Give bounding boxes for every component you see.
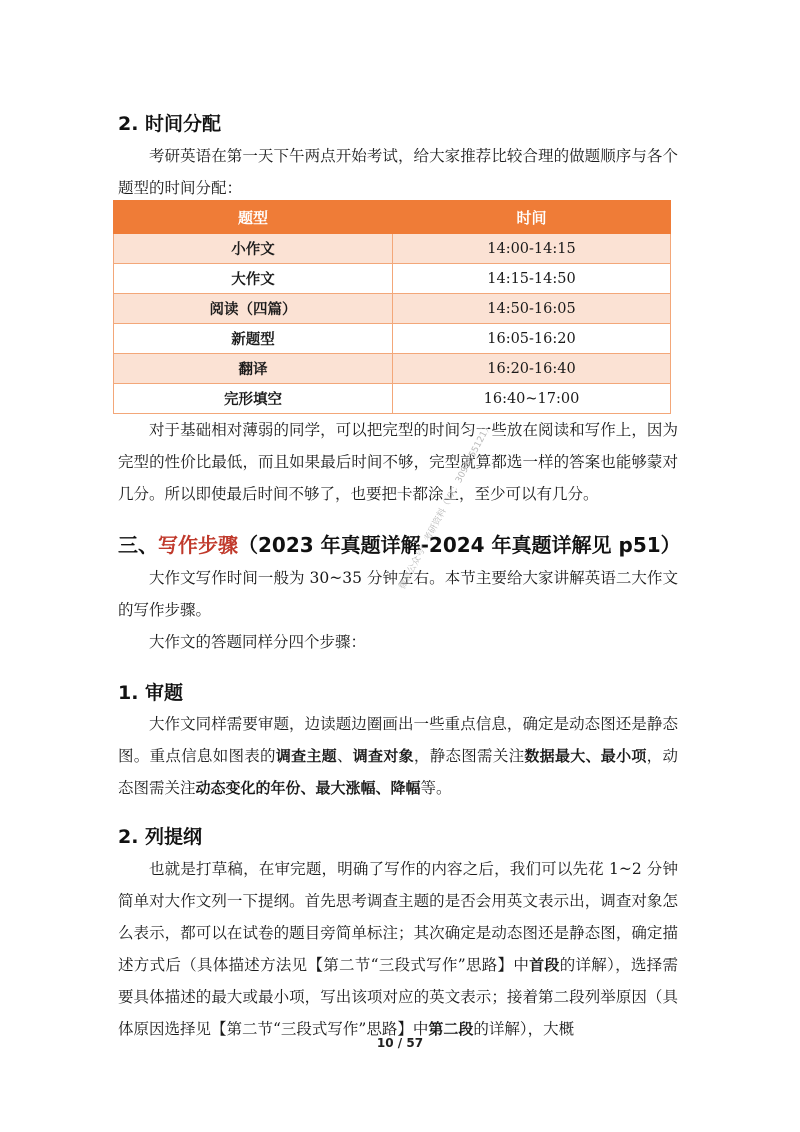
bold-survey-object: 调查对象 bbox=[352, 747, 414, 765]
cell-type: 小作文 bbox=[114, 234, 393, 264]
writing-steps-text: 大作文的答题同样分四个步骤： bbox=[149, 633, 367, 651]
page-number: 10 / 57 bbox=[376, 1036, 424, 1050]
bold-dynamic-change: 动态变化的年份、最大涨幅、降幅 bbox=[195, 779, 421, 797]
writing-intro-text: 大作文写作时间一般为 30~35 分钟左右。本节主要给大家讲解英语二大作文的写作步骤。 bbox=[118, 569, 678, 619]
table-row bbox=[114, 294, 671, 324]
cell-type: 新题型 bbox=[114, 324, 393, 354]
table-header-row bbox=[114, 201, 671, 234]
cell-time: 16:40~17:00 bbox=[393, 384, 671, 414]
heading-red-title: 写作步骤 bbox=[158, 533, 238, 557]
cell-time: 14:50-16:05 bbox=[393, 294, 671, 324]
cell-time: 16:20-16:40 bbox=[393, 354, 671, 384]
header-time: 时间 bbox=[393, 201, 671, 234]
watermark: 微信公众号：考研资料（VX：3098655121） bbox=[397, 421, 495, 592]
bold-max-min: 数据最大、最小项 bbox=[524, 747, 647, 765]
table-row bbox=[114, 354, 671, 384]
heading-rest: （2023 年真题详解-2024 年真题详解见 p51） bbox=[238, 533, 681, 557]
step2-paragraph bbox=[118, 853, 678, 1045]
bold-first-paragraph: 首段 bbox=[529, 956, 560, 974]
table-row bbox=[114, 324, 671, 354]
cell-time: 16:05-16:20 bbox=[393, 324, 671, 354]
cell-type: 翻译 bbox=[114, 354, 393, 384]
heading-step2: 2. 列提纲 bbox=[118, 826, 203, 848]
step1-text: 大作文同样需要审题，边读题边圈画出一些重点信息，确定是动态图还是静态图。重点信息如图表的调查主题、调查对象，静态图需关注数据最大、最小项，动态图需关注动态变化的年份、最大涨幅、降幅等。 bbox=[118, 715, 678, 797]
cell-type: 大作文 bbox=[114, 264, 393, 294]
time-schedule-table bbox=[113, 200, 671, 414]
bold-survey-topic: 调查主题 bbox=[275, 747, 337, 765]
heading-step1: 1. 审题 bbox=[118, 682, 184, 704]
cell-time: 14:00-14:15 bbox=[393, 234, 671, 264]
cell-time: 14:15-14:50 bbox=[393, 264, 671, 294]
advice-paragraph bbox=[118, 414, 678, 510]
step1-paragraph bbox=[118, 708, 678, 804]
writing-intro-paragraph bbox=[118, 562, 678, 658]
cell-type: 阅读（四篇） bbox=[114, 294, 393, 324]
time-intro-paragraph bbox=[118, 140, 678, 204]
heading-time-allocation: 2. 时间分配 bbox=[118, 113, 222, 135]
table-row bbox=[114, 234, 671, 264]
header-type: 题型 bbox=[114, 201, 393, 234]
time-intro-text: 考研英语在第一天下午两点开始考试，给大家推荐比较合理的做题顺序与各个题型的时间分配： bbox=[118, 147, 678, 197]
bold-second-paragraph: 第二段 bbox=[428, 1020, 474, 1038]
advice-text: 对于基础相对薄弱的同学，可以把完型的时间匀一些放在阅读和写作上，因为完型的性价比最低，而且如果最后时间不够，完型就算都选一样的答案也能够蒙对几分。所以即使最后时间不够了，也要把卡都涂上，至少可以有几分。 bbox=[118, 421, 678, 503]
heading-writing-steps bbox=[118, 529, 681, 558]
heading-prefix: 三、 bbox=[118, 533, 158, 557]
step2-text: 也就是打草稿，在审完题，明确了写作的内容之后，我们可以先花 1~2 分钟简单对大作文列一下提纲。首先思考调查主题的是否会用英文表示出，调查对象怎么表示，都可以在试卷的题目旁简单标注；其次确定是动态图还是静态图，确定描述方式后（具体描述方法见【第二节“三段式写作”思路】中首段的详解），选择需要具体描述的最大或最小项，写出该项对应的英文表示；接着第二段列举原因（具体原因选择见【第二节“三段式写作”思路】中第二段的详解），大概 bbox=[118, 860, 678, 1038]
table-row bbox=[114, 384, 671, 414]
table-row bbox=[114, 264, 671, 294]
cell-type: 完形填空 bbox=[114, 384, 393, 414]
